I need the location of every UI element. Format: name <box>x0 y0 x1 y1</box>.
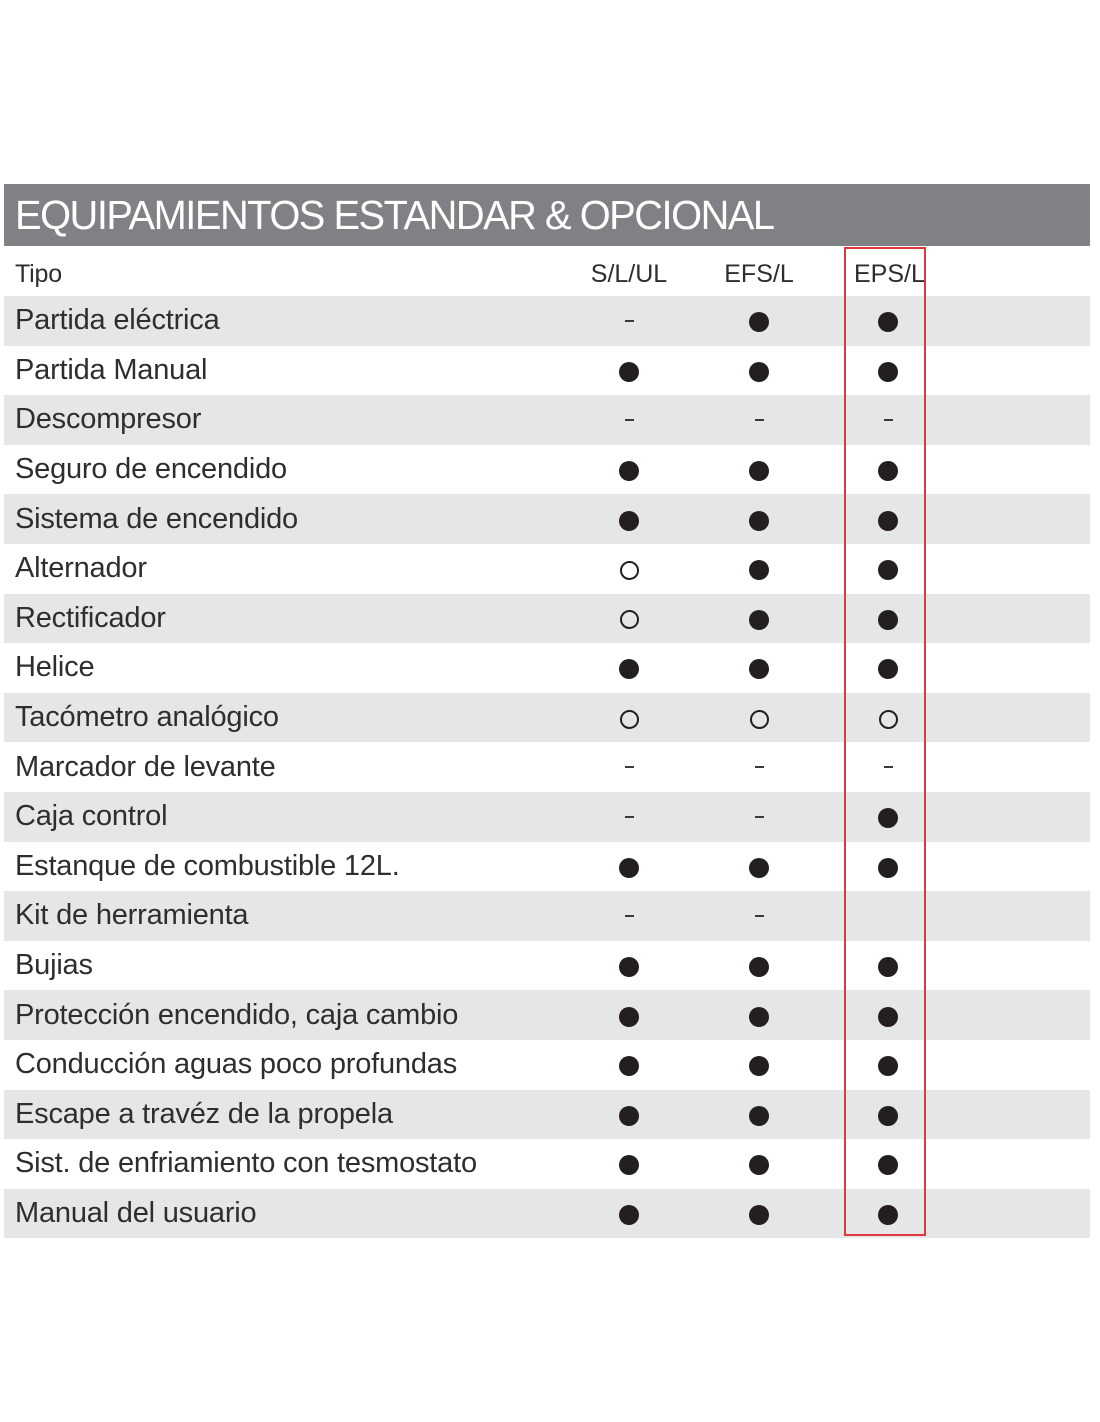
row-label: Helice <box>15 651 95 684</box>
table-row <box>4 990 1090 1040</box>
cell-eps-l <box>848 544 928 594</box>
row-label: Conducción aguas poco profundas <box>15 1048 458 1081</box>
row-label: Alternador <box>15 552 147 585</box>
cell-eps-l <box>848 1090 928 1140</box>
row-label: Kit de herramienta <box>15 899 249 932</box>
table-row <box>4 792 1090 842</box>
black-dot-icon <box>878 1056 898 1076</box>
table-row <box>4 445 1090 495</box>
cell-eps-l <box>848 1040 928 1090</box>
cell-eps-l <box>848 693 928 743</box>
row-label: Partida eléctrica <box>15 304 220 337</box>
cell-eps-l <box>848 792 928 842</box>
black-dot-icon <box>878 362 898 382</box>
row-label: Partida Manual <box>15 353 208 386</box>
table-row <box>4 1139 1090 1189</box>
table-header-row <box>4 246 1090 296</box>
cell-efs-l <box>719 1189 799 1239</box>
cell-efs-l <box>719 346 799 396</box>
dash-icon <box>625 766 634 768</box>
black-dot-icon <box>878 1155 898 1175</box>
cell-eps-l <box>848 1139 928 1189</box>
cell-sl-ul <box>589 1090 669 1140</box>
dash-icon <box>884 766 893 768</box>
table-row <box>4 842 1090 892</box>
black-dot-icon <box>749 659 769 679</box>
cell-sl-ul <box>589 494 669 544</box>
black-dot-icon <box>619 1155 639 1175</box>
table-body <box>4 296 1090 1238</box>
table-row <box>4 891 1090 941</box>
black-dot-icon <box>619 858 639 878</box>
black-dot-icon <box>878 1205 898 1225</box>
cell-eps-l <box>848 445 928 495</box>
black-dot-icon <box>619 1007 639 1027</box>
table-row <box>4 742 1090 792</box>
table-row <box>4 494 1090 544</box>
dash-icon <box>625 320 634 322</box>
black-dot-icon <box>749 312 769 332</box>
cell-efs-l <box>719 643 799 693</box>
cell-efs-l <box>719 1090 799 1140</box>
cell-eps-l <box>848 891 928 941</box>
row-label: Escape a travéz de la propela <box>15 1097 393 1130</box>
cell-efs-l <box>719 990 799 1040</box>
table-row <box>4 346 1090 396</box>
black-dot-icon <box>878 858 898 878</box>
black-dot-icon <box>749 957 769 977</box>
table-row <box>4 544 1090 594</box>
table-row <box>4 1040 1090 1090</box>
row-label: Descompresor <box>15 403 202 436</box>
black-dot-icon <box>878 1106 898 1126</box>
cell-efs-l <box>719 296 799 346</box>
cell-eps-l <box>848 494 928 544</box>
table-row <box>4 693 1090 743</box>
cell-efs-l <box>719 693 799 743</box>
cell-sl-ul <box>589 594 669 644</box>
cell-sl-ul <box>589 395 669 445</box>
table-row <box>4 941 1090 991</box>
cell-efs-l <box>719 544 799 594</box>
black-dot-icon <box>619 957 639 977</box>
row-label: Protección encendido, caja cambio <box>15 998 459 1031</box>
black-dot-icon <box>749 511 769 531</box>
table-row <box>4 296 1090 346</box>
cell-efs-l <box>719 1139 799 1189</box>
type-column-header: Tipo <box>15 259 62 288</box>
cell-eps-l <box>848 1189 928 1239</box>
row-label: Marcador de levante <box>15 750 276 783</box>
cell-efs-l <box>719 891 799 941</box>
column-header-efs-l: EFS/L <box>724 259 794 288</box>
cell-sl-ul <box>589 296 669 346</box>
cell-eps-l <box>848 842 928 892</box>
black-dot-icon <box>619 659 639 679</box>
dash-icon <box>625 915 634 917</box>
cell-sl-ul <box>589 941 669 991</box>
empty-circle-icon <box>620 561 639 580</box>
row-label: Sist. de enfriamiento con tesmostato <box>15 1147 477 1180</box>
cell-sl-ul <box>589 842 669 892</box>
dash-icon <box>755 915 764 917</box>
column-header-eps-l: EPS/L <box>854 259 925 288</box>
cell-sl-ul <box>589 891 669 941</box>
cell-eps-l <box>848 941 928 991</box>
black-dot-icon <box>878 312 898 332</box>
cell-efs-l <box>719 445 799 495</box>
table-row <box>4 1189 1090 1239</box>
row-label: Manual del usuario <box>15 1196 257 1229</box>
row-label: Seguro de encendido <box>15 453 287 486</box>
table-row <box>4 594 1090 644</box>
row-label: Rectificador <box>15 601 166 634</box>
cell-sl-ul <box>589 1189 669 1239</box>
black-dot-icon <box>619 1106 639 1126</box>
table-row <box>4 643 1090 693</box>
dash-icon <box>755 816 764 818</box>
cell-eps-l <box>848 594 928 644</box>
cell-eps-l <box>848 643 928 693</box>
cell-sl-ul <box>589 1040 669 1090</box>
black-dot-icon <box>619 511 639 531</box>
black-dot-icon <box>749 1205 769 1225</box>
cell-sl-ul <box>589 544 669 594</box>
black-dot-icon <box>878 461 898 481</box>
cell-sl-ul <box>589 792 669 842</box>
cell-eps-l <box>848 395 928 445</box>
cell-eps-l <box>848 742 928 792</box>
cell-efs-l <box>719 842 799 892</box>
empty-circle-icon <box>620 610 639 629</box>
black-dot-icon <box>749 1155 769 1175</box>
dash-icon <box>625 419 634 421</box>
cell-sl-ul <box>589 643 669 693</box>
black-dot-icon <box>878 659 898 679</box>
black-dot-icon <box>749 1056 769 1076</box>
equipment-table <box>4 184 1090 1238</box>
black-dot-icon <box>749 362 769 382</box>
table-title: EQUIPAMIENTOS ESTANDAR & OPCIONAL <box>15 191 774 238</box>
cell-efs-l <box>719 941 799 991</box>
cell-efs-l <box>719 494 799 544</box>
row-label: Estanque de combustible 12L. <box>15 849 400 882</box>
empty-circle-icon <box>620 710 639 729</box>
cell-eps-l <box>848 990 928 1040</box>
empty-circle-icon <box>750 710 769 729</box>
black-dot-icon <box>749 1007 769 1027</box>
cell-eps-l <box>848 346 928 396</box>
dash-icon <box>755 419 764 421</box>
cell-eps-l <box>848 296 928 346</box>
black-dot-icon <box>878 560 898 580</box>
black-dot-icon <box>749 560 769 580</box>
black-dot-icon <box>878 511 898 531</box>
cell-efs-l <box>719 742 799 792</box>
cell-efs-l <box>719 792 799 842</box>
table-title-bar <box>4 184 1090 246</box>
column-header-sl-ul: S/L/UL <box>590 259 668 288</box>
black-dot-icon <box>878 957 898 977</box>
black-dot-icon <box>878 808 898 828</box>
black-dot-icon <box>619 362 639 382</box>
table-row <box>4 1090 1090 1140</box>
black-dot-icon <box>619 461 639 481</box>
cell-efs-l <box>719 1040 799 1090</box>
row-label: Caja control <box>15 800 168 833</box>
dash-icon <box>625 816 634 818</box>
row-label: Tacómetro analógico <box>15 701 279 734</box>
dash-icon <box>755 766 764 768</box>
cell-sl-ul <box>589 346 669 396</box>
dash-icon <box>884 419 893 421</box>
black-dot-icon <box>619 1056 639 1076</box>
black-dot-icon <box>749 858 769 878</box>
cell-sl-ul <box>589 742 669 792</box>
row-label: Sistema de encendido <box>15 502 298 535</box>
row-label: Bujias <box>15 949 93 982</box>
black-dot-icon <box>878 610 898 630</box>
cell-efs-l <box>719 594 799 644</box>
black-dot-icon <box>749 610 769 630</box>
cell-sl-ul <box>589 693 669 743</box>
empty-circle-icon <box>879 710 898 729</box>
black-dot-icon <box>878 1007 898 1027</box>
cell-sl-ul <box>589 1139 669 1189</box>
black-dot-icon <box>749 1106 769 1126</box>
black-dot-icon <box>749 461 769 481</box>
table-row <box>4 395 1090 445</box>
cell-sl-ul <box>589 990 669 1040</box>
cell-sl-ul <box>589 445 669 495</box>
black-dot-icon <box>619 1205 639 1225</box>
cell-efs-l <box>719 395 799 445</box>
